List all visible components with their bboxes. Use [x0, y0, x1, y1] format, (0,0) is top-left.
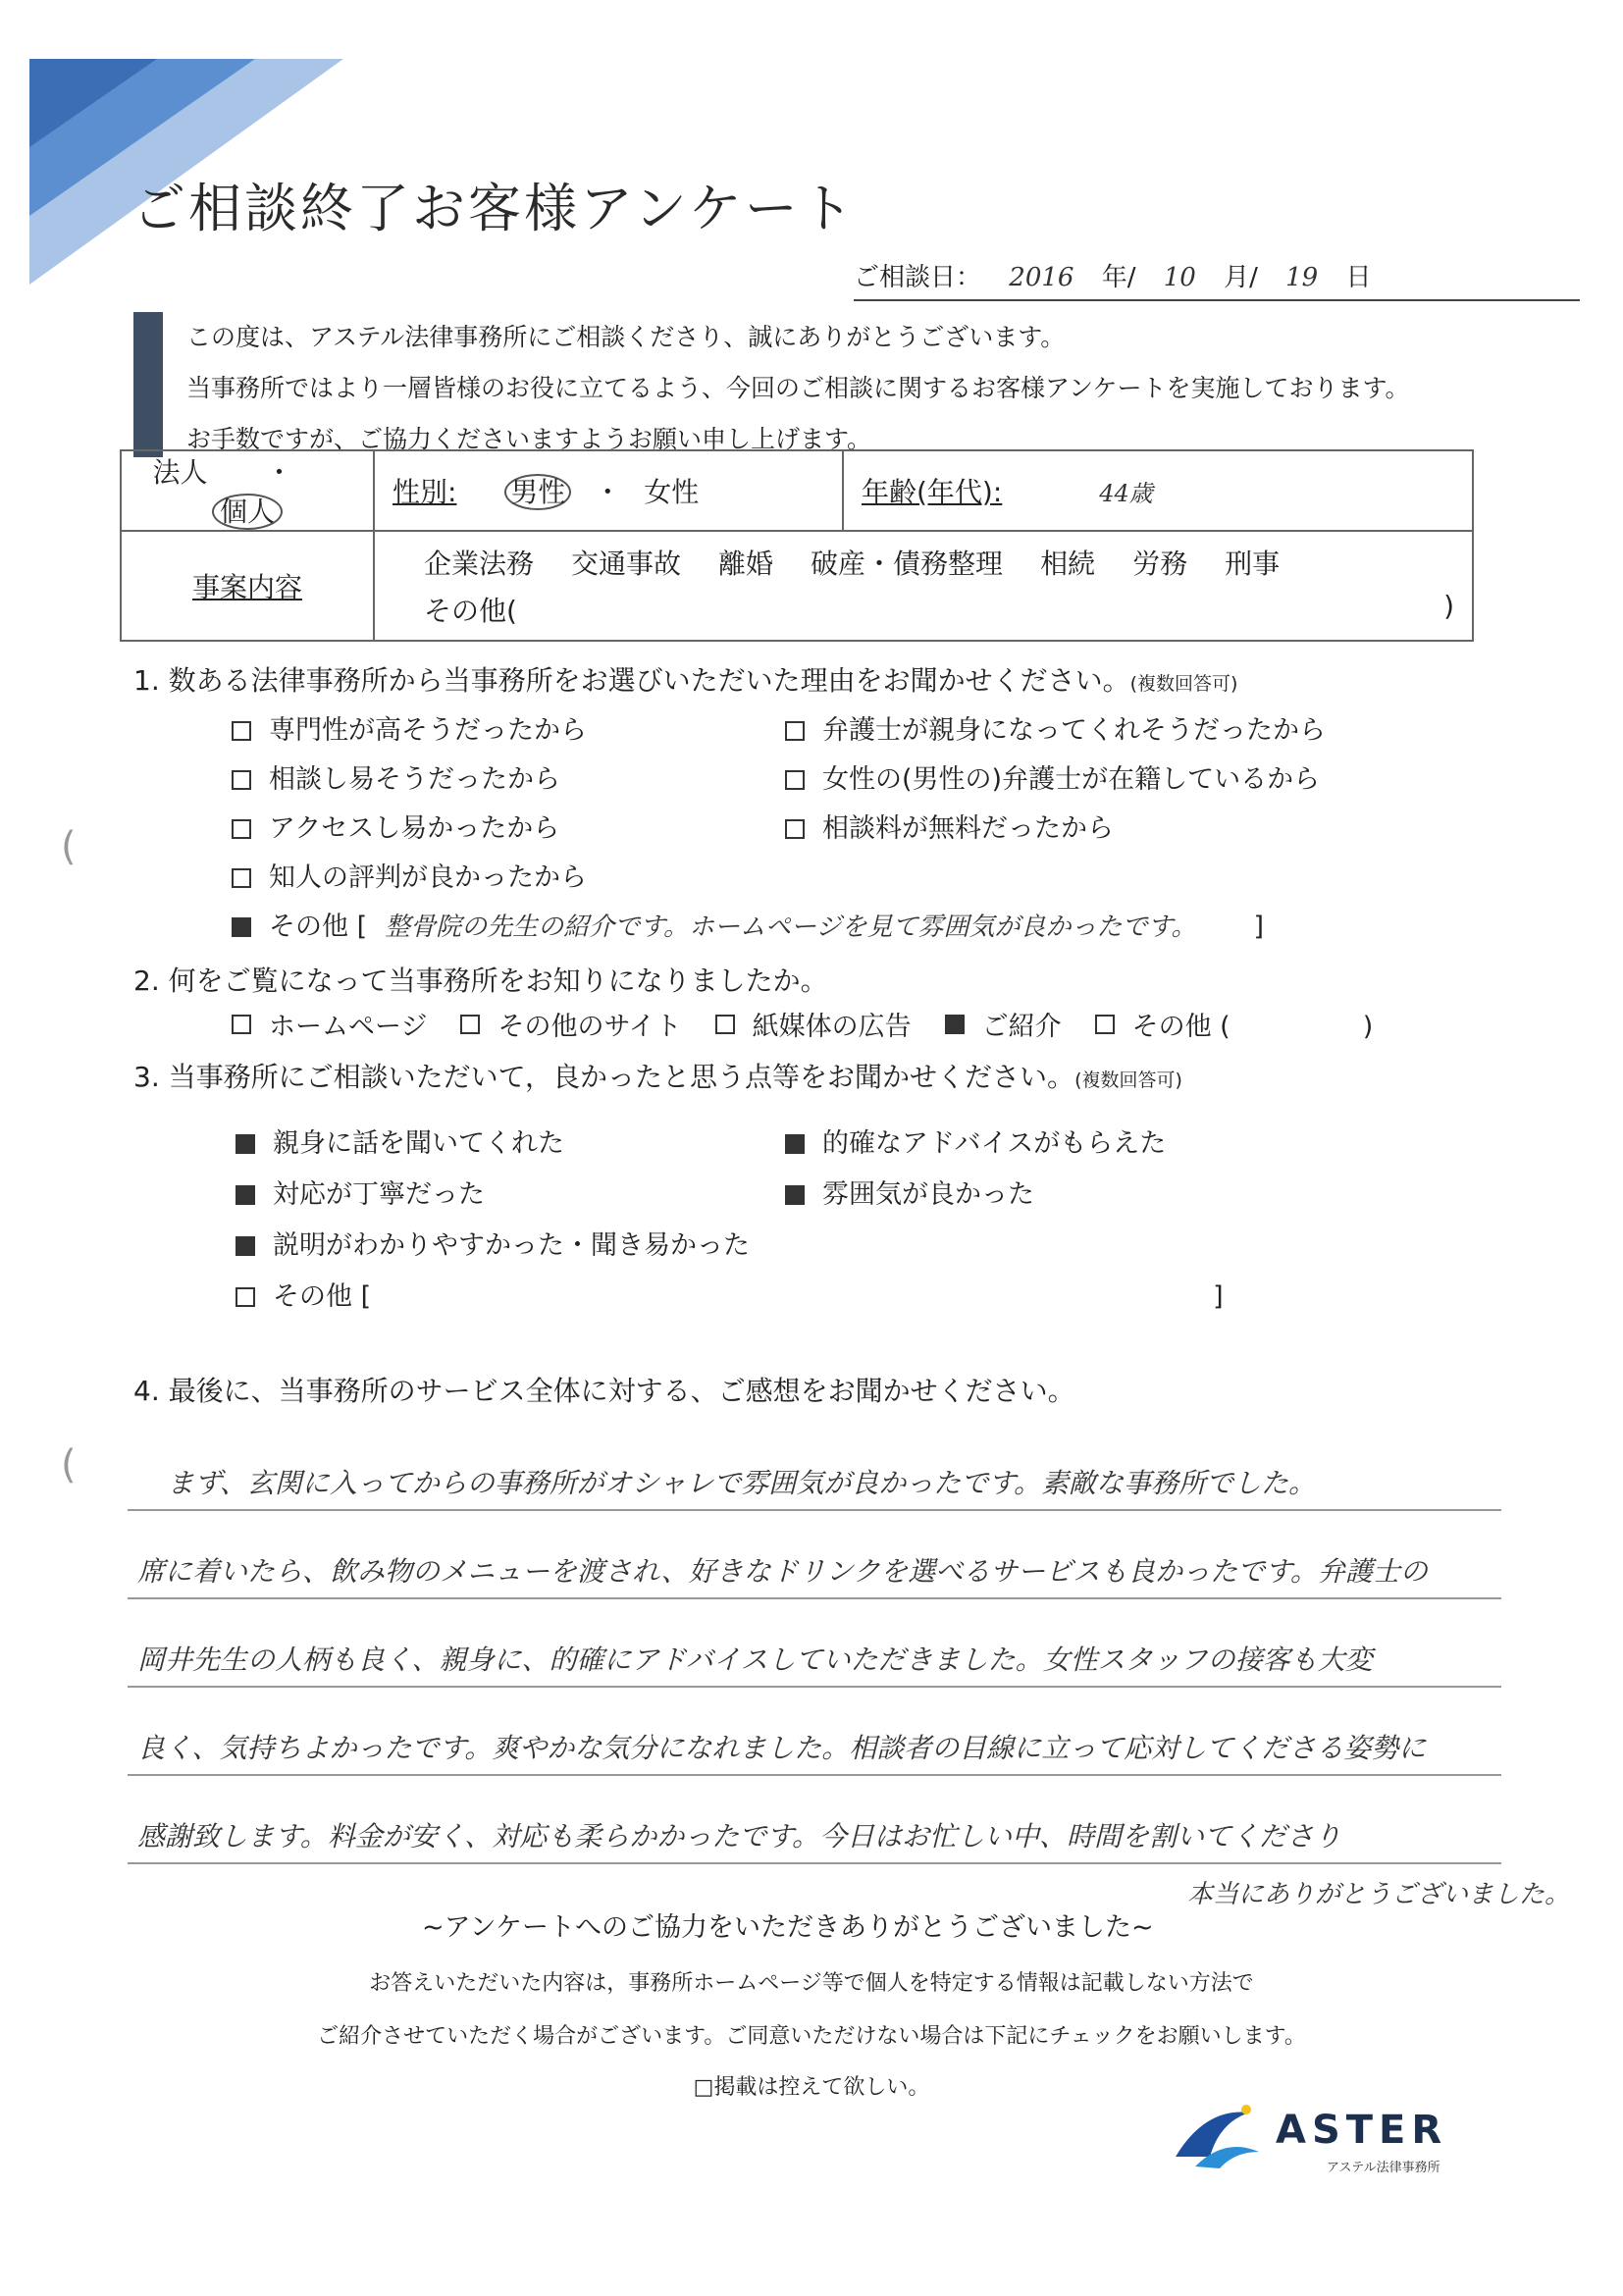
q1-option[interactable] [785, 706, 1326, 756]
checkbox-icon[interactable] [232, 1015, 251, 1034]
case-other: その他( [424, 595, 517, 627]
separator-dot: ・ [265, 456, 293, 489]
checkbox-icon[interactable] [1095, 1015, 1115, 1034]
date-label: ご相談日： [854, 263, 982, 292]
checkbox-checked-icon[interactable] [785, 1185, 805, 1205]
q1-option-label: 弁護士が親身になってくれそうだったから [822, 715, 1326, 746]
q2-option[interactable] [945, 1005, 1062, 1043]
date-month-unit: 月/ [1224, 263, 1258, 292]
age-value: 44歳 [1099, 480, 1153, 507]
checkbox-icon[interactable] [232, 770, 251, 790]
checkbox-icon[interactable] [232, 819, 251, 839]
footer-note: お答えいただいた内容は，事務所ホームページ等で個人を特定する情報は記載しない方法で [369, 1971, 1254, 1996]
q1-title [133, 659, 1237, 699]
checkbox-icon[interactable] [232, 868, 251, 888]
case-other-close: ) [1443, 590, 1454, 622]
case-item: 破産・債務整理 [811, 548, 1004, 580]
q4-comment-line: 本当にありがとうございました。 [1187, 1880, 1571, 1909]
q1-option[interactable] [232, 854, 1264, 903]
q3-options-right [785, 1119, 1166, 1221]
case-item-selected: 交通事故 [571, 548, 682, 580]
case-options-cell [374, 531, 1473, 641]
aster-logo-icon [1166, 2098, 1264, 2176]
q2-options [232, 1005, 1373, 1043]
gender-label: 性別: [393, 476, 457, 508]
q3-option[interactable] [236, 1221, 1224, 1272]
intro-text [186, 312, 1410, 465]
date-year: 2016 [1009, 263, 1074, 292]
q2-option[interactable] [715, 1005, 912, 1043]
no-publish-checkbox[interactable]: □掲載は控えて欲しい。 [693, 2075, 930, 2100]
q3-option-label: 的確なアドバイスがもらえた [822, 1128, 1167, 1159]
q3-option[interactable] [785, 1119, 1166, 1170]
q1-option-label: 相談料が無料だったから [822, 813, 1114, 844]
q2-option-label: その他 ( ) [1131, 1012, 1374, 1042]
q4-comment-line: 岡井先生の人柄も良く、親身に、的確にアドバイスしていただきました。女性スタッフの接客も大変 [137, 1644, 1373, 1676]
intro-line: お手数ですが、ご協力くださいますようお願い申し上げます。 [186, 425, 872, 453]
binding-mark-icon: ( [61, 1442, 77, 1487]
case-item: 離婚 [718, 548, 774, 580]
gender-male: 男性 [504, 474, 571, 510]
q4-comment-line: 良く、気持ちよかったです。爽やかな気分になれました。相談者の目線に立って応対してくださる姿勢に [137, 1732, 1427, 1764]
case-item: 相続 [1040, 548, 1096, 580]
q3-option-other[interactable] [236, 1272, 1224, 1323]
corp-label: 法人 [152, 456, 208, 489]
q1-other-close: ] [1253, 912, 1264, 942]
q1-title-text: 1. 数ある法律事務所から当事務所をお選びいただいた理由をお聞かせください。 [133, 664, 1130, 697]
consult-date [854, 257, 1580, 301]
checkbox-icon[interactable] [785, 819, 805, 839]
q1-option-other[interactable] [232, 903, 1264, 952]
gender-female: 女性 [644, 476, 700, 508]
individual-label: 個人 [212, 494, 283, 530]
q3-option[interactable] [785, 1170, 1166, 1221]
q1-other-label: その他 [ [269, 912, 368, 942]
corner-triangle-icon [0, 0, 353, 294]
q1-option-label: 専門性が高そうだったから [269, 715, 587, 746]
corp-individual-cell [121, 450, 374, 531]
q1-note: (複数回答可) [1129, 673, 1238, 695]
q4-comment-line: まず、玄関に入ってからの事務所がオシャレで雰囲気が良かったです。素敵な事務所でした。 [167, 1467, 1316, 1499]
q3-option-label: 親身に話を聞いてくれた [273, 1128, 564, 1159]
q1-option[interactable] [785, 756, 1326, 805]
footer-note: ご紹介させていただく場合がございます。ご同意いただけない場合は下記にチェックをお願いします。 [317, 2024, 1306, 2049]
checkbox-icon[interactable] [715, 1015, 735, 1034]
q1-option[interactable] [785, 805, 1326, 854]
intro-line: 当事務所ではより一層皆様のお役に立てるよう、今回のご相談に関するお客様アンケートを実施しております。 [186, 374, 1410, 402]
age-label: 年齢(年代): [862, 476, 1003, 508]
intro-accent-bar [133, 312, 163, 457]
q2-option[interactable] [460, 1005, 681, 1043]
checkbox-checked-icon[interactable] [236, 1185, 255, 1205]
q3-note: (複数回答可) [1074, 1070, 1182, 1091]
checkbox-checked-icon[interactable] [945, 1015, 965, 1034]
checkbox-icon[interactable] [232, 721, 251, 741]
q3-option-label: 雰囲気が良かった [822, 1179, 1034, 1210]
checkbox-icon[interactable] [460, 1015, 480, 1034]
q1-option-label: アクセスし易かったから [269, 813, 560, 844]
q2-option-label: その他のサイト [497, 1012, 682, 1042]
q2-option-label: 紙媒体の広告 [752, 1012, 912, 1042]
binding-mark-icon: ( [61, 824, 77, 869]
case-item: 労務 [1132, 548, 1188, 580]
q1-other-value: 整骨院の先生の紹介です。ホームページを見て雰囲気が良かったです。 [385, 913, 1197, 942]
date-month: 10 [1163, 263, 1196, 292]
q2-option[interactable] [1095, 1005, 1374, 1043]
q3-option-label: 対応が丁寧だった [273, 1179, 485, 1210]
checkbox-checked-icon[interactable] [785, 1134, 805, 1154]
case-item: 企業法務 [424, 548, 535, 580]
gender-cell [374, 450, 843, 531]
checkbox-icon[interactable] [785, 770, 805, 790]
age-cell [843, 450, 1473, 531]
checkbox-icon[interactable] [236, 1287, 255, 1307]
q4-comment-line: 席に着いたら、飲み物のメニューを渡され、好きなドリンクを選べるサービスも良かったです。弁護士の [137, 1555, 1428, 1588]
q2-option-label: ホームページ [269, 1012, 428, 1042]
q2-option-label: ご紹介 [981, 1012, 1062, 1042]
separator-dot: ・ [594, 476, 622, 508]
thanks-text: ~アンケートへのご協力をいただきありがとうございました~ [422, 1912, 1154, 1943]
case-label: 事案内容 [191, 571, 302, 603]
checkbox-checked-icon[interactable] [236, 1236, 255, 1256]
q4-title: 4. 最後に、当事務所のサービス全体に対する、ご感想をお聞かせください。 [133, 1375, 1075, 1407]
date-day-unit: 日 [1345, 263, 1372, 292]
intro-line: この度は、アステル法律事務所にご相談くださり、誠にありがとうございます。 [186, 323, 1066, 351]
q3-other-close: ] [1213, 1281, 1224, 1312]
q4-comment-line: 感謝致します。料金が安く、対応も柔らかかったです。今日はお忙しい中、時間を割いてくださり [137, 1820, 1341, 1852]
q3-option-label: 説明がわかりやすかった・聞き易かった [273, 1230, 750, 1261]
q2-option[interactable] [232, 1005, 427, 1043]
info-table [120, 449, 1474, 642]
case-label-cell [121, 531, 374, 641]
logo-sub: アステル法律事務所 [1327, 2161, 1440, 2175]
checkbox-checked-icon[interactable] [236, 1134, 255, 1154]
q3-option-label: その他 [ [273, 1281, 372, 1312]
q1-option-label: 女性の(男性の)弁護士が在籍しているから [822, 764, 1321, 795]
date-year-unit: 年/ [1101, 263, 1136, 292]
q2-title: 2. 何をご覧になって当事務所をお知りになりましたか。 [133, 965, 828, 997]
checkbox-checked-icon[interactable] [232, 917, 251, 937]
q3-title-text: 3. 当事務所にご相談いただいて，良かったと思う点等をお聞かせください。 [133, 1061, 1075, 1093]
date-day: 19 [1285, 263, 1319, 292]
checkbox-icon[interactable] [785, 721, 805, 741]
page-title: ご相談終了お客様アンケート [132, 178, 857, 239]
q1-option-label: 相談し易そうだったから [269, 764, 560, 795]
logo-name: ASTER [1276, 2108, 1448, 2153]
q1-option-label: 知人の評判が良かったから [269, 862, 587, 893]
q1-options-right [785, 706, 1326, 854]
case-item: 刑事 [1225, 548, 1281, 580]
q3-title [133, 1056, 1182, 1095]
